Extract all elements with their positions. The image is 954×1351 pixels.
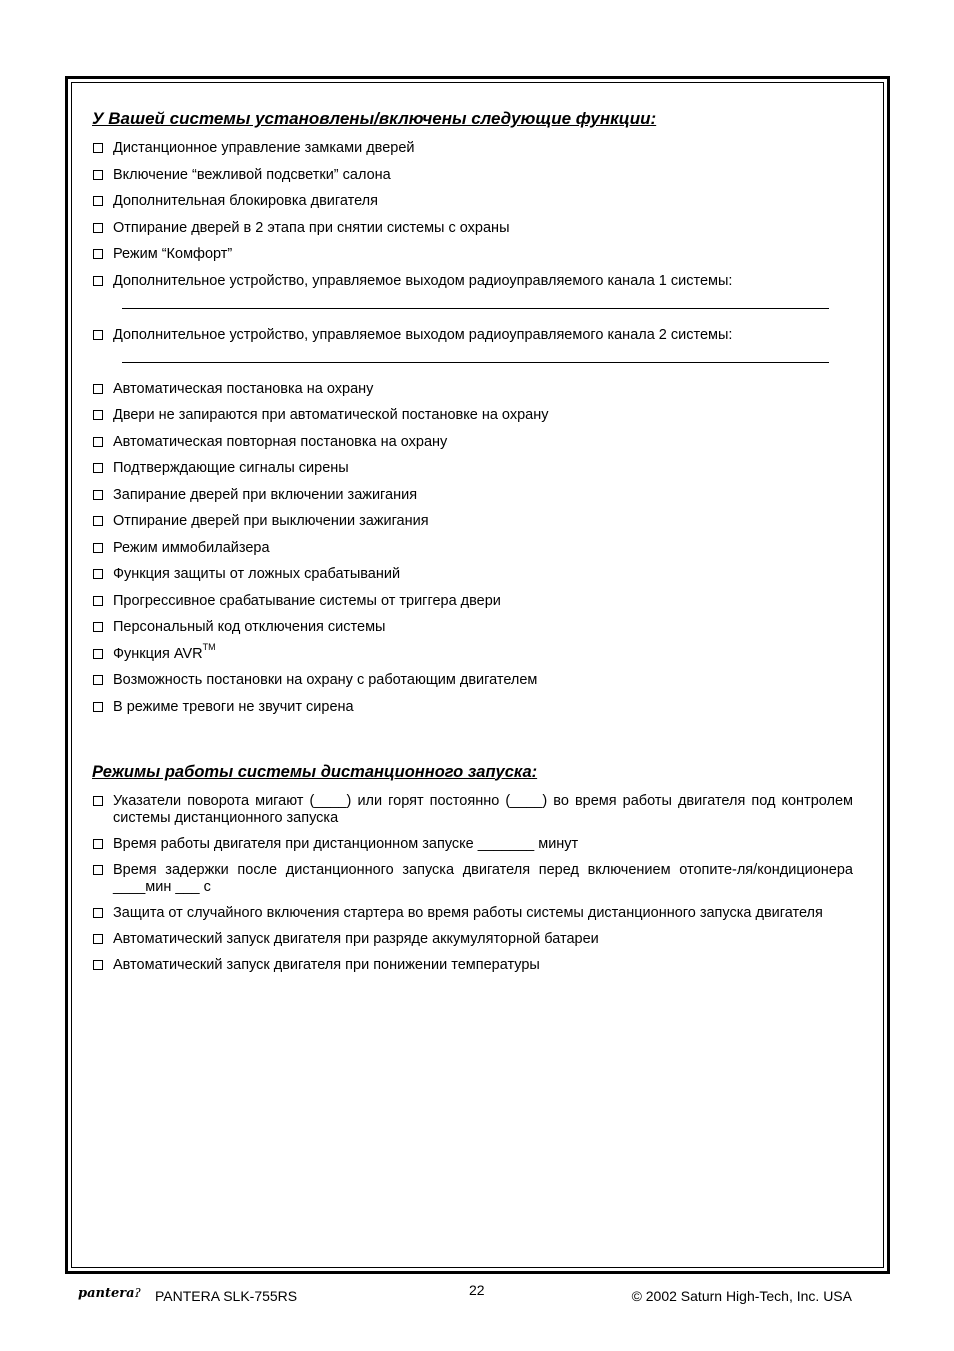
pantera-logo: panteraʔ [78,1286,141,1301]
checkbox[interactable] [93,960,103,970]
model-name: PANTERA SLK-755RS [155,1288,298,1304]
checklist-item: Отпирание дверей при выключении зажигания [92,513,853,530]
checkbox[interactable] [93,865,103,875]
checklist-item: Возможность постановки на охрану с работающим двигателем [92,672,853,689]
checkbox[interactable] [93,384,103,394]
checklist-item: Запирание дверей при включении зажигания [92,487,853,504]
checklist-item: Дополнительное устройство, управляемое выходом радиоуправляемого канала 2 системы: [92,327,853,344]
checkbox[interactable] [93,463,103,473]
section-title-remote-start: Режимы работы системы дистанционного запуска: [92,762,538,781]
checkbox[interactable] [93,410,103,420]
copyright: © 2002 Saturn High-Tech, Inc. USA [631,1288,852,1304]
section-title-functions: У Вашей системы установлены/включены следующие функции: [92,109,657,128]
checklist-item: Режим “Комфорт” [92,246,853,263]
trademark-superscript: TM [202,641,216,652]
checkbox[interactable] [93,569,103,579]
checkbox[interactable] [93,702,103,712]
checklist-item: Автоматический запуск двигателя при понижении температуры [92,957,853,974]
checkbox[interactable] [93,543,103,553]
checkbox[interactable] [93,490,103,500]
checkbox[interactable] [93,796,103,806]
checklist-item: Защита от случайного включения стартера во время работы системы дистанционного запуска двигателя [92,905,853,922]
checklist-item: Подтверждающие сигналы сирены [92,460,853,477]
page-number: 22 [469,1282,485,1298]
checklist-item: Включение “вежливой подсветки” салона [92,167,853,184]
checkbox[interactable] [93,516,103,526]
checklist-item: Указатели поворота мигают (____) или горят постоянно (____) во время работы двигателя под контролем системы дистанционного запуска [92,793,853,827]
checkbox[interactable] [93,196,103,206]
checkbox[interactable] [93,622,103,632]
checkbox[interactable] [93,839,103,849]
checkbox[interactable] [93,675,103,685]
checklist-item: Время задержки после дистанционного запуска двигателя перед включением отопите-ля/кондиционера ____мин ___ с [92,862,853,896]
checkbox[interactable] [93,330,103,340]
checkbox[interactable] [93,223,103,233]
checkbox[interactable] [93,934,103,944]
checklist-item: Время работы двигателя при дистанционном запуске _______ минут [92,836,853,853]
checklist-item: Функция AVR™ [92,646,853,663]
checklist-item: Прогрессивное срабатывание системы от триггера двери [92,593,853,610]
checklist-item: Персональный код отключения системы [92,619,853,636]
checkbox[interactable] [93,908,103,918]
checkbox[interactable] [93,276,103,286]
checkbox[interactable] [93,143,103,153]
checklist-item: Двери не запираются при автоматической постановке на охрану [92,407,853,424]
checklist-item: В режиме тревоги не звучит сирена [92,699,853,716]
checklist-item: Автоматический запуск двигателя при разряде аккумуляторной батареи [92,931,853,948]
checklist-item: Дистанционное управление замками дверей [92,140,853,157]
checkbox[interactable] [93,437,103,447]
checkbox[interactable] [93,596,103,606]
checklist-item: Функция защиты от ложных срабатываний [92,566,853,583]
checkbox[interactable] [93,249,103,259]
page-content [92,108,853,974]
checklist-item: Автоматическая повторная постановка на охрану [92,434,853,451]
checkbox[interactable] [93,649,103,659]
checklist-item: Режим иммобилайзера [92,540,853,557]
checklist-item: Дополнительная блокировка двигателя [92,193,853,210]
checklist-item: Отпирание дверей в 2 этапа при снятии системы с охраны [92,220,853,237]
checklist-item: Дополнительное устройство, управляемое выходом радиоуправляемого канала 1 системы: [92,273,853,290]
checkbox[interactable] [93,170,103,180]
cat-icon: ʔ [134,1286,141,1300]
checklist-item: Автоматическая постановка на охрану [92,381,853,398]
